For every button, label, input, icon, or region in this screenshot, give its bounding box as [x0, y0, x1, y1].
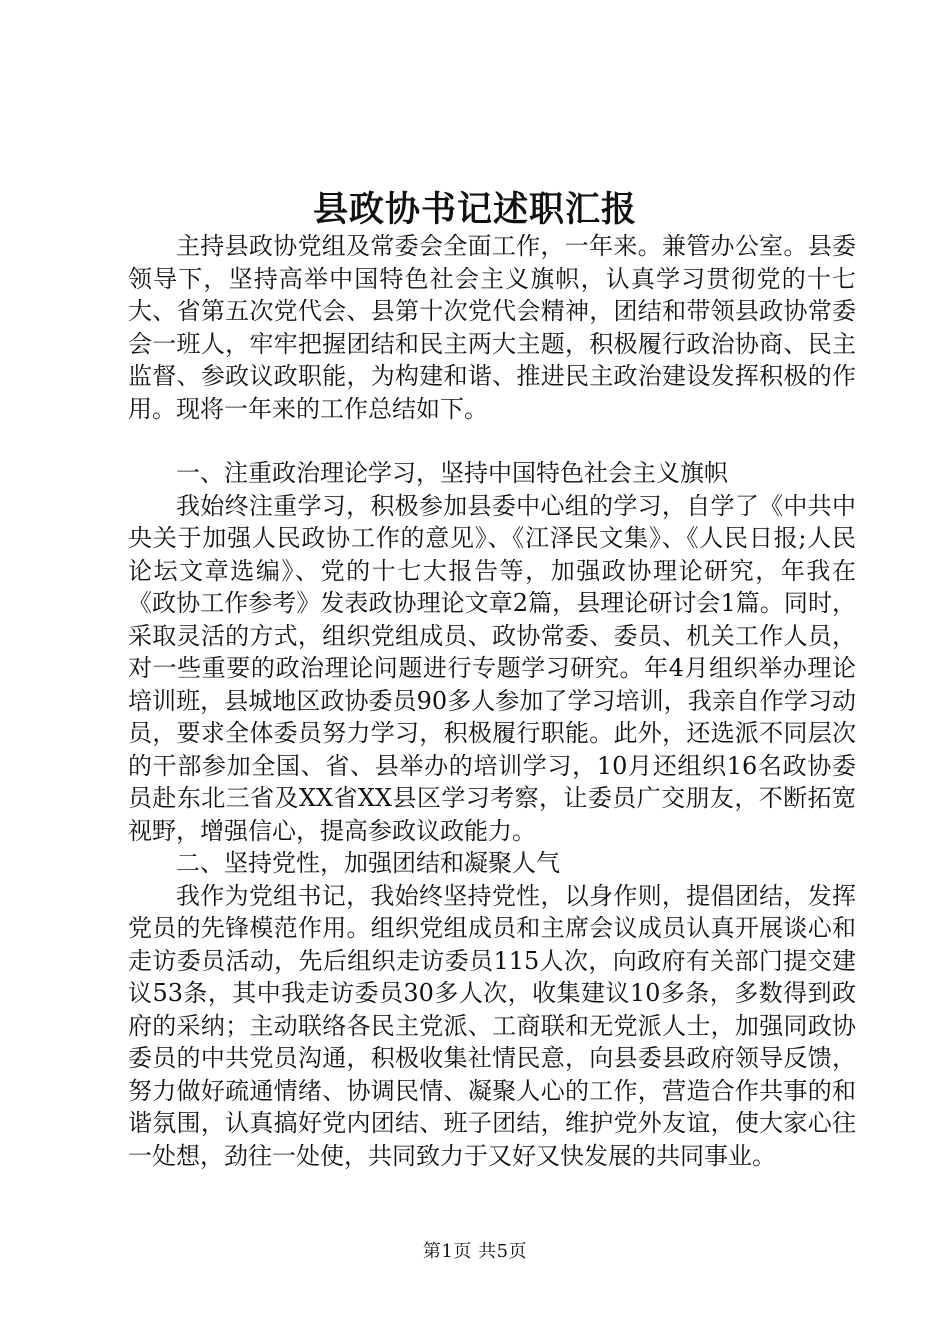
document-body	[128, 230, 856, 1172]
section-body-1: 我始终注重学习，积极参加县委中心组的学习，自学了《中共中央关于加强人民政协工作的意见》、《江泽民文集》、《人民日报;人民论坛文章选编》、党的十七大报告等，加强政协理论研究，年我在《政协工作参考》发表政协理论文章2篇，县理论研讨会1篇。同时，采取灵活的方式，组织党组成员、政协常委、委员、机关工作人员，对一些重要的政治理论问题进行专题学习研究。年4月组织举办理论培训班，县城地区政协委员90多人参加了学习培训，我亲自作学习动员，要求全体委员努力学习，积极履行职能。此外，还选派不同层次的干部参加全国、省、县举办的培训学习，10月还组织16名政协委员赴东北三省及XX省XX县区学习考察，让委员广交朋友，不断拓宽视野，增强信心，提高参政议政能力。	[128, 491, 856, 845]
section-heading-1: 一、注重政治理论学习，坚持中国特色社会主义旗帜	[176, 459, 728, 487]
section-body-2: 我作为党组书记，我始终坚持党性，以身作则，提倡团结，发挥党员的先锋模范作用。组织党组成员和主席会议成员认真开展谈心和走访委员活动，先后组织走访委员115人次，向政府有关部门提交建议53条，其中我走访委员30多人次，收集建议10多条，多数得到政府的采纳；主动联络各民主党派、工商联和无党派人士，加强同政协委员的中共党员沟通，积极收集社情民意，向县委县政府领导反馈，努力做好疏通情绪、协调民情、凝聚人心的工作，营造合作共事的和谐氛围，认真搞好党内团结、班子团结，维护党外友谊，使大家心往一处想，劲往一处使，共同致力于又好又快发展的共同事业。	[128, 881, 856, 1170]
section-heading-2: 二、坚持党性，加强团结和凝聚人气	[176, 849, 560, 877]
paragraph-spacer	[128, 425, 856, 457]
page-number-footer: 第1页 共5页	[422, 1241, 528, 1262]
intro-paragraph: 主持县政协党组及常委会全面工作，一年来。兼管办公室。县委领导下，坚持高举中国特色社会主义旗帜，认真学习贯彻党的十七大、省第五次党代会、县第十次党代会精神，团结和带领县政协常委会一班人，牢牢把握团结和民主两大主题，积极履行政治协商、民主监督、参政议政职能，为构建和谐、推进民主政治建设发挥积极的作用。现将一年来的工作总结如下。	[128, 232, 856, 423]
document-title: 县政协书记述职汇报	[312, 189, 637, 230]
